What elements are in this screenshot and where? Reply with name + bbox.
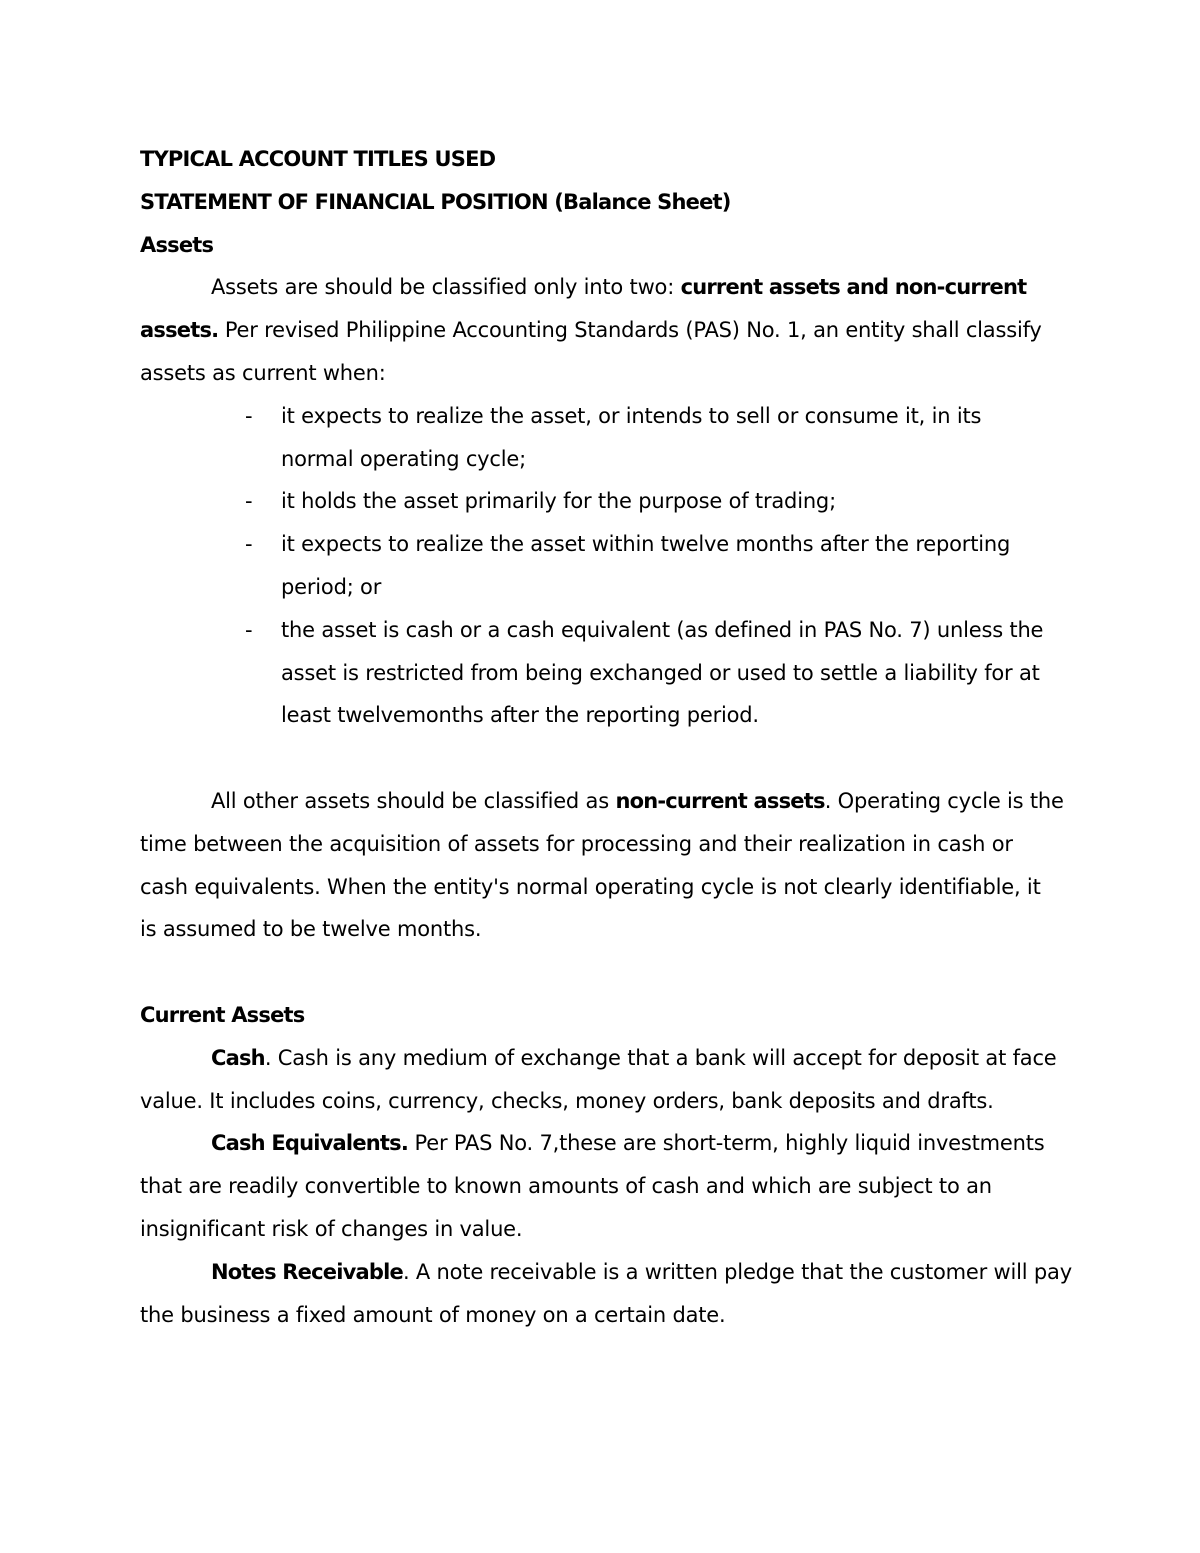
other-text: All other assets should be classified as	[211, 788, 616, 813]
document-subtitle: STATEMENT OF FINANCIAL POSITION (Balance Sheet)	[140, 189, 731, 214]
criteria-text-cont: asset is restricted from being exchanged or used to settle a liability for at	[281, 660, 1040, 685]
intro-line-3: assets as current when:	[140, 360, 386, 385]
document-title: TYPICAL ACCOUNT TITLES USED	[140, 147, 496, 171]
criteria-text-cont: normal operating cycle;	[281, 446, 526, 471]
document-body	[140, 138, 1070, 1336]
criteria-item	[140, 480, 1070, 523]
criteria-text-cont: least twelvemonths after the reporting period.	[281, 703, 759, 728]
criteria-text: it holds the asset primarily for the purpose of trading;	[281, 489, 836, 514]
other-line-3: cash equivalents. When the entity's normal operating cycle is not clearly identifiable, it	[140, 874, 1041, 899]
paragraph-spacer	[140, 737, 1070, 780]
cash-definition: . Cash is any medium of exchange that a bank will accept for deposit at face	[264, 1045, 1057, 1070]
intro-text-cont: Per revised Philippine Accounting Standards (PAS) No. 1, an entity shall classify	[218, 318, 1042, 343]
other-line-2: time between the acquisition of assets for processing and their realization in cash or	[140, 831, 1013, 856]
cash-line-1	[140, 1037, 1070, 1080]
intro-bold-term-end: assets.	[140, 318, 219, 343]
notes-receivable-line-2: the business a fixed amount of money on a certain date.	[140, 1302, 726, 1327]
intro-text: Assets are should be classified only into two:	[211, 275, 681, 300]
other-text-cont: . Operating cycle is the	[824, 788, 1064, 813]
criteria-text: it expects to realize the asset, or intends to sell or consume it, in its	[281, 403, 982, 428]
intro-bold-term: current assets and non-current	[680, 275, 1027, 300]
criteria-text-cont: period; or	[281, 574, 382, 599]
current-assets-heading: Current Assets	[140, 1002, 305, 1027]
other-line-4: is assumed to be twelve months.	[140, 917, 482, 942]
cash-line-2: value. It includes coins, currency, checks, money orders, bank deposits and drafts.	[140, 1088, 994, 1113]
dash-bullet: -	[245, 532, 253, 557]
criteria-text: the asset is cash or a cash equivalent (as defined in PAS No. 7) unless the	[281, 617, 1044, 642]
intro-line-1	[140, 266, 1070, 309]
intro-line-2	[140, 309, 1070, 352]
criteria-item	[140, 523, 1070, 566]
assets-heading: Assets	[140, 232, 214, 257]
notes-receivable-line-1	[140, 1251, 1070, 1294]
cash-equivalents-line-1	[140, 1122, 1070, 1165]
dash-bullet: -	[245, 403, 253, 428]
cash-equivalents-definition: Per PAS No. 7,these are short-term, highly liquid investments	[408, 1131, 1045, 1156]
other-line-1	[140, 780, 1070, 823]
criteria-item	[140, 395, 1070, 438]
dash-bullet: -	[245, 617, 253, 642]
cash-term: Cash	[211, 1045, 265, 1070]
criteria-item	[140, 609, 1070, 652]
paragraph-spacer	[140, 951, 1070, 994]
other-bold-term: non-current assets	[615, 788, 825, 813]
criteria-text: it expects to realize the asset within twelve months after the reporting	[281, 532, 1011, 557]
notes-receivable-definition: . A note receivable is a written pledge that the customer will pay	[402, 1259, 1072, 1284]
cash-equivalents-term: Cash Equivalents.	[211, 1131, 409, 1156]
cash-equivalents-line-2: that are readily convertible to known amounts of cash and which are subject to an	[140, 1174, 992, 1199]
cash-equivalents-line-3: insignificant risk of changes in value.	[140, 1216, 523, 1241]
notes-receivable-term: Notes Receivable	[211, 1259, 403, 1284]
dash-bullet: -	[245, 489, 253, 514]
